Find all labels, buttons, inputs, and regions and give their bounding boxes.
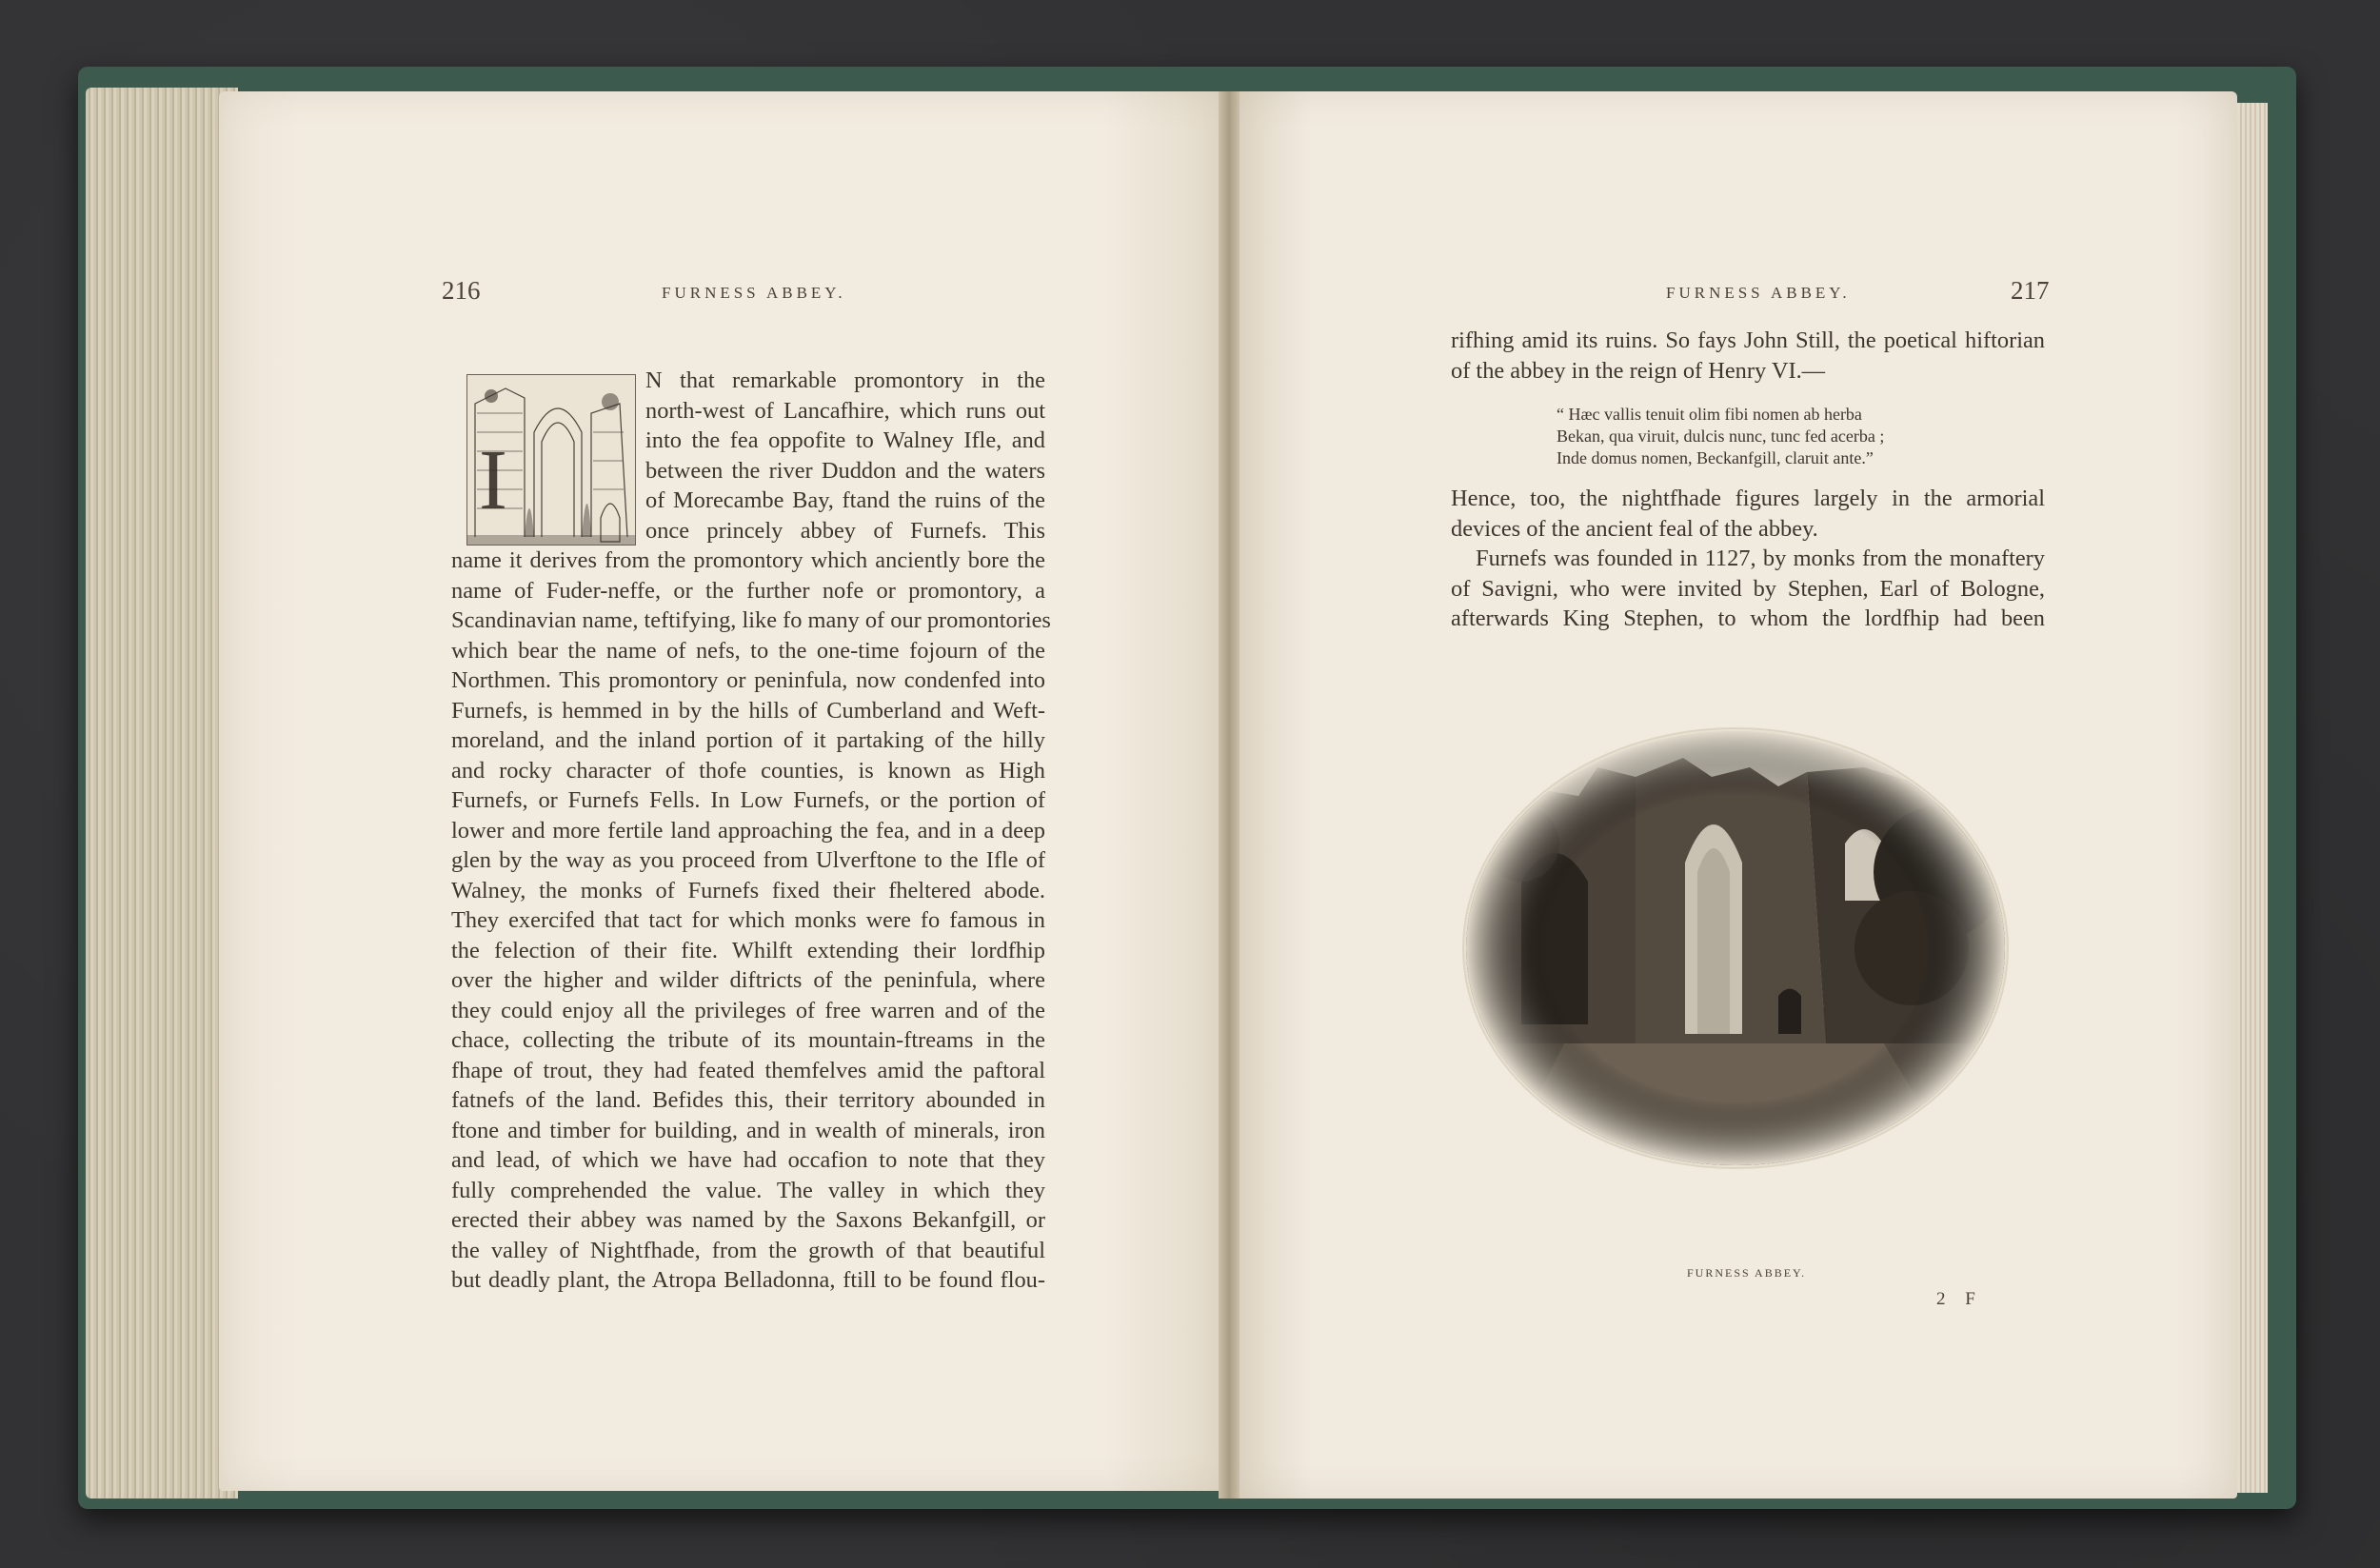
text-line: once princely abbey of Furnefs. This xyxy=(645,517,1045,544)
text-line: rifhing amid its ruins. So fays John Still, the poetical hiftorian xyxy=(1451,327,2045,353)
text-line: but deadly plant, the Atropa Belladonna, ftill to be found flou- xyxy=(451,1267,1045,1293)
running-head-left: FURNESS ABBEY. xyxy=(662,284,846,302)
text-line: Hence, too, the nightfhade figures largely in the armorial xyxy=(1451,486,2045,511)
oval-photograph-mount xyxy=(1464,729,2007,1167)
text-line: Walney, the monks of Furnefs fixed their fheltered abode. xyxy=(451,877,1045,903)
text-line: they could enjoy all the privileges of free warren and of the xyxy=(451,997,1045,1023)
right-top-text xyxy=(1451,326,2045,386)
text-line: fhape of trout, they had feated themfelves amid the paftoral xyxy=(451,1057,1045,1083)
text-line: Furnefs was founded in 1127, by monks from the monaftery xyxy=(1476,546,2045,571)
text-line: between the river Duddon and the waters xyxy=(645,457,1045,484)
text-line: afterwards King Stephen, to whom the lordfhip had been xyxy=(1451,605,2045,631)
text-line: name it derives from the promontory which anciently bore the xyxy=(451,547,1045,573)
text-line: of Savigni, who were invited by Stephen, Earl of Bologne, xyxy=(1451,575,2045,602)
text-line: ftone and timber for building, and in wealth of minerals, iron xyxy=(451,1117,1045,1143)
text-line: and lead, of which we have had occafion to note that they xyxy=(451,1147,1045,1173)
text-line: N that remarkable promontory in the xyxy=(645,367,1045,393)
text-line: Furnefs, or Furnefs Fells. In Low Furnefs, or the portion of xyxy=(451,787,1045,813)
book-gutter xyxy=(1219,91,1240,1499)
text-line: glen by the way as you proceed from Ulverftone to the Ifle of xyxy=(451,847,1045,873)
text-line: north-west of Lancafhire, which runs out xyxy=(645,397,1045,424)
text-line: which bear the name of nefs, to the one-time fojourn of the xyxy=(451,637,1045,664)
text-line: of Morecambe Bay, ftand the ruins of the xyxy=(645,487,1045,513)
text-line: the valley of Nightfhade, from the growth of that beautiful xyxy=(451,1237,1045,1263)
left-body-text xyxy=(451,366,1051,1296)
text-line: and rocky character of thofe counties, is known as High xyxy=(451,757,1045,784)
page-edges-left xyxy=(86,88,238,1499)
quote-line: “ Hæc vallis tenuit olim fibi nomen ab herba xyxy=(1557,405,1862,424)
running-head-right: FURNESS ABBEY. xyxy=(1666,284,1851,302)
text-line: of the abbey in the reign of Henry VI.— xyxy=(1451,357,1826,384)
quote-line: Inde domus nomen, Beckanfgill, claruit ante.” xyxy=(1557,448,1874,467)
abbey-ruins-photograph xyxy=(1464,729,2007,1167)
page-number-left: 216 xyxy=(442,276,481,305)
text-line: Furnefs, is hemmed in by the hills of Cumberland and Weft- xyxy=(451,697,1045,724)
text-line: They exercifed that tact for which monks were fo famous in xyxy=(451,907,1045,933)
text-line: fatnefs of the land. Befides this, their territory abounded in xyxy=(451,1087,1045,1113)
photo-caption: FURNESS ABBEY. xyxy=(1687,1266,1807,1280)
text-line: into the fea oppofite to Walney Ifle, and xyxy=(645,427,1045,453)
right-body-text xyxy=(1451,484,2045,634)
text-line: over the higher and wilder diftricts of the peninfula, where xyxy=(451,967,1045,993)
latin-quotation xyxy=(1557,404,1884,469)
text-line: Scandinavian name, teftifying, like fo many of our promontories xyxy=(451,607,1051,633)
text-line: fully comprehended the value. The valley in which they xyxy=(451,1177,1045,1203)
text-line: erected their abbey was named by the Saxons Bekanfgill, or xyxy=(451,1207,1045,1233)
svg-text:I: I xyxy=(479,433,507,527)
text-line: devices of the ancient feal of the abbey. xyxy=(1451,515,1818,542)
text-line: chace, collecting the tribute of its mountain-ftreams in the xyxy=(451,1027,1045,1053)
text-line: the felection of their fite. Whilft extending their lordfhip xyxy=(451,937,1045,963)
quote-line: Bekan, qua viruit, dulcis nunc, tunc fed acerba ; xyxy=(1557,427,1885,446)
text-line: lower and more fertile land approaching the fea, and in a deep xyxy=(451,817,1045,844)
page-number-right: 217 xyxy=(2011,276,2050,305)
text-line: moreland, and the inland portion of it partaking of the hilly xyxy=(451,727,1045,753)
signature-mark: 2 F xyxy=(1936,1289,1983,1309)
text-line: Northmen. This promontory or peninfula, now condenfed into xyxy=(451,667,1045,693)
text-line: name of Fuder-neffe, or the further nofe or promontory, a xyxy=(451,577,1045,604)
